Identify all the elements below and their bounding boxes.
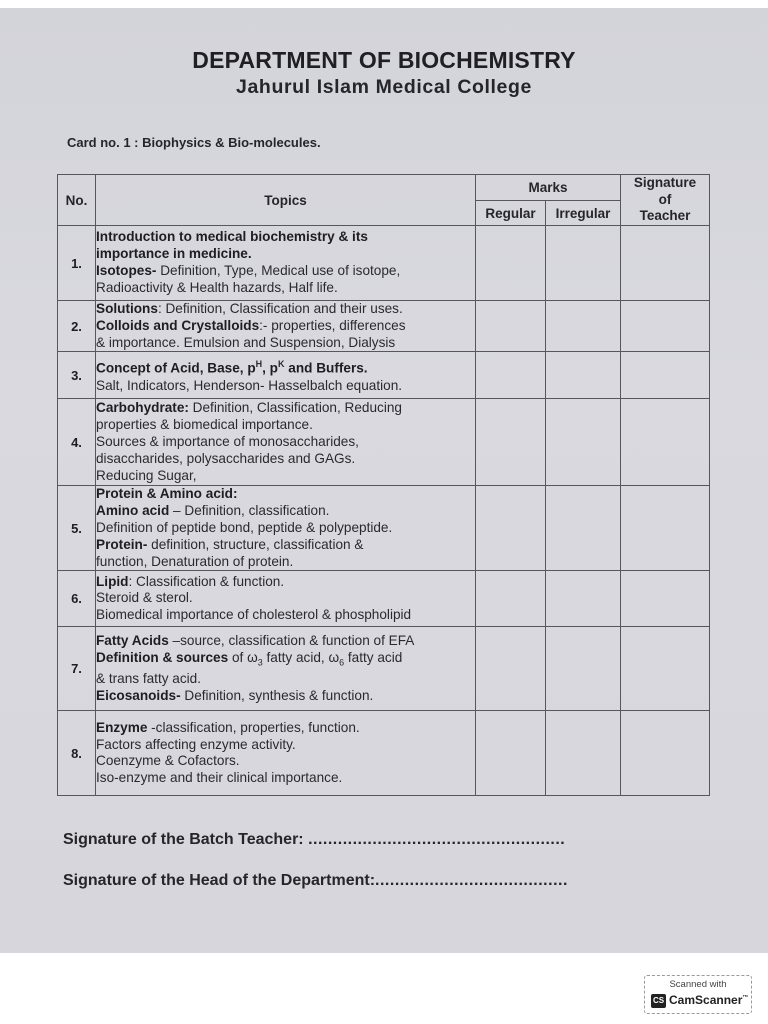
topic-text: 3 — [257, 657, 263, 668]
irregular-mark-cell — [546, 352, 621, 399]
row-number: 7. — [58, 627, 96, 711]
topic-text: -classification, properties, function. — [147, 719, 360, 735]
topic-text: Fatty Acids — [96, 632, 169, 648]
teacher-signature-cell — [621, 399, 710, 486]
row-topics — [96, 627, 476, 711]
topic-text: Definition, synthesis & function. — [180, 688, 374, 704]
topic-line — [96, 434, 475, 451]
regular-mark-cell — [476, 711, 546, 796]
table-row — [58, 711, 710, 796]
topic-text: Solutions — [96, 301, 158, 316]
row-number: 5. — [58, 486, 96, 571]
row-number: 3. — [58, 352, 96, 399]
topic-text: Introduction to medical biochemistry & its — [96, 229, 368, 245]
topic-line — [96, 378, 475, 395]
topic-text: – Definition, classification. — [169, 503, 330, 519]
regular-mark-cell — [476, 486, 546, 571]
head-signature-dots: ....................................... — [375, 872, 568, 889]
topic-text: –source, classification & function of EFA — [168, 632, 415, 648]
header-signature-line2: of — [658, 191, 672, 207]
irregular-mark-cell — [546, 226, 621, 301]
topic-line — [96, 356, 475, 377]
regular-mark-cell — [476, 301, 546, 352]
topic-text: , p — [262, 360, 278, 376]
topic-line — [96, 280, 475, 297]
topic-text: and Buffers. — [284, 360, 368, 376]
teacher-signature-cell — [621, 571, 710, 627]
regular-mark-cell — [476, 226, 546, 301]
row-topics — [96, 301, 476, 352]
topic-text: Definition, Classification, Reducing — [188, 400, 402, 416]
regular-mark-cell — [476, 627, 546, 711]
regular-mark-cell — [476, 352, 546, 399]
topic-line — [96, 263, 475, 280]
topic-text: Protein & Amino acid: — [96, 486, 238, 502]
teacher-signature-cell — [621, 301, 710, 352]
table-row — [58, 627, 710, 711]
topic-text: Enzyme — [96, 719, 148, 735]
topic-line — [96, 246, 475, 263]
table-row — [58, 301, 710, 352]
irregular-mark-cell — [546, 571, 621, 627]
topic-line — [96, 503, 475, 520]
topic-text: properties & biomedical importance. — [96, 417, 313, 433]
topic-text: Definition of peptide bond, peptide & polypeptide. — [96, 519, 393, 535]
topic-line — [96, 301, 475, 318]
batch-teacher-label: Signature of the Batch Teacher: — [63, 831, 309, 848]
header-topics: Topics — [96, 175, 476, 226]
topic-text: & importance. Emulsion and Suspension, Dialysis — [96, 334, 396, 350]
topic-line — [96, 590, 475, 607]
topic-line — [96, 400, 475, 417]
header-irregular: Irregular — [546, 201, 621, 226]
topic-text: Radioactivity & Health hazards, Half life. — [96, 279, 338, 295]
topic-text: Reducing Sugar, — [96, 467, 197, 483]
topic-line — [96, 229, 475, 246]
teacher-signature-cell — [621, 352, 710, 399]
header-marks: Marks — [476, 175, 621, 201]
topic-line — [96, 688, 475, 705]
topic-line — [96, 650, 475, 672]
topic-line — [96, 720, 475, 737]
card-heading: Card no. 1 : Biophysics & Bio-molecules. — [67, 135, 321, 150]
head-signature-label: Signature of the Head of the Department: — [63, 872, 376, 889]
regular-mark-cell — [476, 571, 546, 627]
row-topics — [96, 399, 476, 486]
topic-line — [96, 607, 475, 624]
scanned-with-text: Scanned with — [669, 979, 727, 990]
batch-teacher-dots: .................................................... — [308, 831, 566, 848]
table-row — [58, 352, 710, 399]
topic-line — [96, 737, 475, 754]
teacher-signature-cell — [621, 226, 710, 301]
topic-line — [96, 486, 475, 503]
topic-text: : Classification & function. — [128, 573, 285, 589]
irregular-mark-cell — [546, 301, 621, 352]
teacher-signature-cell — [621, 627, 710, 711]
topic-text: fatty acid, ω — [262, 649, 340, 665]
topic-text: definition, structure, classification & — [147, 536, 364, 552]
camscanner-brand: CamScanner™ — [669, 993, 749, 1007]
topic-text: disaccharides, polysaccharides and GAGs. — [96, 450, 356, 466]
college-name: Jahurul Islam Medical College — [236, 76, 532, 98]
topic-line — [96, 671, 475, 688]
topic-text: 6 — [339, 657, 345, 668]
department-title: DEPARTMENT OF BIOCHEMISTRY — [192, 47, 576, 73]
topic-text: Carbohydrate: — [96, 400, 189, 416]
irregular-mark-cell — [546, 399, 621, 486]
row-topics — [96, 486, 476, 571]
topic-line — [96, 633, 475, 650]
row-topics — [96, 711, 476, 796]
topics-table — [57, 174, 710, 796]
row-number: 6. — [58, 571, 96, 627]
topic-text: : Definition, Classification and their uses. — [157, 301, 403, 316]
topic-line — [96, 468, 475, 485]
topic-text: Colloids and Crystalloids — [96, 317, 260, 333]
header-signature-line3: Teacher — [639, 208, 691, 224]
topic-line — [96, 520, 475, 537]
header-signature — [621, 175, 710, 226]
row-number: 8. — [58, 711, 96, 796]
table-row — [58, 486, 710, 571]
topic-line — [96, 537, 475, 554]
topic-text: Factors affecting enzyme activity. — [96, 736, 296, 752]
topic-text: Eicosanoids- — [96, 688, 181, 704]
topic-text: Lipid — [96, 573, 129, 589]
topic-text: function, Denaturation of protein. — [96, 553, 294, 569]
header-regular: Regular — [476, 201, 546, 226]
camscanner-badge — [644, 975, 752, 1014]
topic-text: importance in medicine. — [96, 246, 252, 262]
teacher-signature-cell — [621, 711, 710, 796]
topic-text: Salt, Indicators, Henderson- Hasselbalch equation. — [96, 377, 403, 393]
head-signature — [63, 872, 568, 890]
row-number: 2. — [58, 301, 96, 352]
header-signature-line1: Signature — [633, 175, 697, 191]
table-row — [58, 399, 710, 486]
irregular-mark-cell — [546, 711, 621, 796]
topic-line — [96, 451, 475, 468]
row-topics — [96, 226, 476, 301]
row-topics — [96, 352, 476, 399]
topic-text: Sources & importance of monosaccharides, — [96, 433, 359, 449]
camscanner-logo-icon: CS — [651, 994, 666, 1008]
topic-text: Iso-enzyme and their clinical importance. — [96, 770, 343, 786]
topic-text: of ω — [228, 649, 258, 665]
teacher-signature-cell — [621, 486, 710, 571]
topic-line — [96, 574, 475, 591]
topic-text: Biomedical importance of cholesterol & phospholipid — [96, 607, 412, 623]
topic-line — [96, 318, 475, 335]
topic-text: :- properties, differences — [259, 317, 406, 333]
topic-text: Concept of Acid, Base, p — [96, 360, 256, 376]
topic-text: Isotopes- — [96, 263, 157, 278]
topic-text: Definition, Type, Medical use of isotope, — [156, 263, 401, 278]
row-topics — [96, 571, 476, 627]
topic-line — [96, 554, 475, 571]
table-row — [58, 571, 710, 627]
topic-text: Amino acid — [96, 503, 170, 519]
topic-text: Protein- — [96, 536, 148, 552]
table-row — [58, 226, 710, 301]
regular-mark-cell — [476, 399, 546, 486]
row-number: 1. — [58, 226, 96, 301]
row-number: 4. — [58, 399, 96, 486]
header-no: No. — [58, 175, 96, 226]
topic-line — [96, 335, 475, 352]
topic-line — [96, 770, 475, 787]
topic-text: Steroid & sterol. — [96, 590, 193, 606]
topic-text: & trans fatty acid. — [96, 671, 202, 687]
topic-text: K — [277, 359, 285, 370]
topic-text: Definition & sources — [96, 649, 229, 665]
irregular-mark-cell — [546, 627, 621, 711]
topic-text: Coenzyme & Cofactors. — [96, 753, 240, 769]
topic-text: H — [255, 359, 263, 370]
topic-text: fatty acid — [344, 649, 403, 665]
batch-teacher-signature — [63, 831, 565, 849]
topic-line — [96, 753, 475, 770]
irregular-mark-cell — [546, 486, 621, 571]
topic-line — [96, 417, 475, 434]
